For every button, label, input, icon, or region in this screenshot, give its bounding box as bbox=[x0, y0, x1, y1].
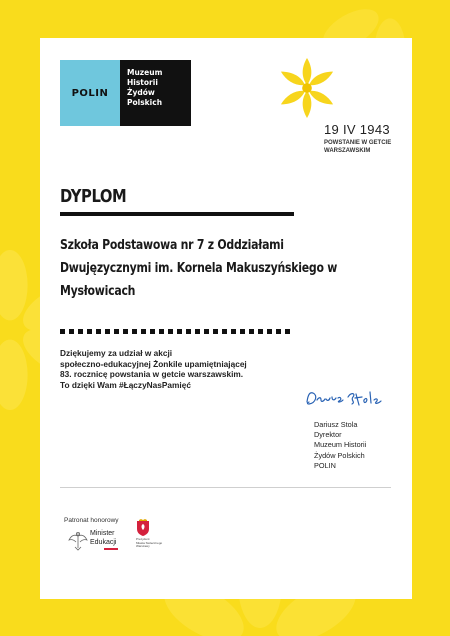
signer-org: Muzeum Historii bbox=[314, 440, 367, 450]
crest-line: Miasta Stołecznego bbox=[136, 540, 163, 545]
signer-org: POLIN bbox=[314, 460, 336, 470]
daffodil-icon bbox=[278, 56, 336, 120]
minister-label bbox=[90, 530, 116, 547]
dashed-divider bbox=[60, 329, 290, 334]
crest-line: Prezydent bbox=[136, 537, 150, 541]
polin-logo bbox=[60, 60, 191, 126]
school-name-line: Szkoła Podstawowa nr 7 z Oddziałami bbox=[60, 238, 284, 253]
handwritten-signature bbox=[304, 388, 384, 410]
thanks-message bbox=[60, 348, 300, 390]
event-subtitle bbox=[324, 139, 391, 155]
signer-name: Dariusz Stola bbox=[314, 420, 358, 429]
logo-line: Historii bbox=[127, 78, 158, 87]
thanks-line: To dzięki Wam #ŁączyNasPamięć bbox=[60, 379, 191, 390]
warsaw-crest-icon bbox=[136, 519, 150, 537]
crest-line: Warszawy bbox=[136, 544, 150, 548]
event-subtitle-line: POWSTANIE W GETCIE bbox=[324, 140, 392, 146]
diploma-title: DYPLOM bbox=[60, 186, 127, 207]
minister-line: Edukacji bbox=[90, 538, 117, 546]
footer-divider bbox=[60, 487, 391, 488]
event-date: 19 IV 1943 bbox=[324, 122, 390, 137]
logo-line: Żydów bbox=[127, 88, 155, 97]
school-name bbox=[60, 234, 379, 303]
thanks-line: 83. rocznicę powstania w getcie warszawskim. bbox=[60, 369, 244, 379]
title-underline bbox=[60, 212, 294, 216]
event-subtitle-line: WARSZAWSKIM bbox=[324, 148, 371, 154]
logo-brand: POLIN bbox=[71, 87, 109, 99]
school-name-line: Dwujęzycznymi im. Kornela Makuszyńskiego w bbox=[60, 261, 338, 276]
crest-label bbox=[136, 538, 162, 549]
signer-role: Dyrektor bbox=[314, 430, 342, 440]
school-name-line: Mysłowicach bbox=[60, 284, 136, 299]
thanks-line: Dziękujemy za udział w akcji bbox=[60, 348, 173, 358]
thanks-line: społeczno-edukacyjnej Żonkile upamiętniającej bbox=[60, 358, 247, 369]
signer-block bbox=[314, 420, 366, 471]
signer-org: Żydów Polskich bbox=[314, 450, 365, 460]
logo-brand-block bbox=[60, 60, 120, 126]
logo-line: Muzeum bbox=[127, 68, 163, 77]
logo-line: Polskich bbox=[127, 98, 163, 107]
diploma-sheet bbox=[40, 38, 412, 599]
minister-line: Minister bbox=[90, 530, 115, 537]
eagle-emblem-icon bbox=[68, 530, 88, 552]
logo-museum-name bbox=[120, 60, 191, 126]
polish-flag-stripe bbox=[90, 548, 118, 550]
patronage-label: Patronat honorowy bbox=[64, 517, 119, 524]
